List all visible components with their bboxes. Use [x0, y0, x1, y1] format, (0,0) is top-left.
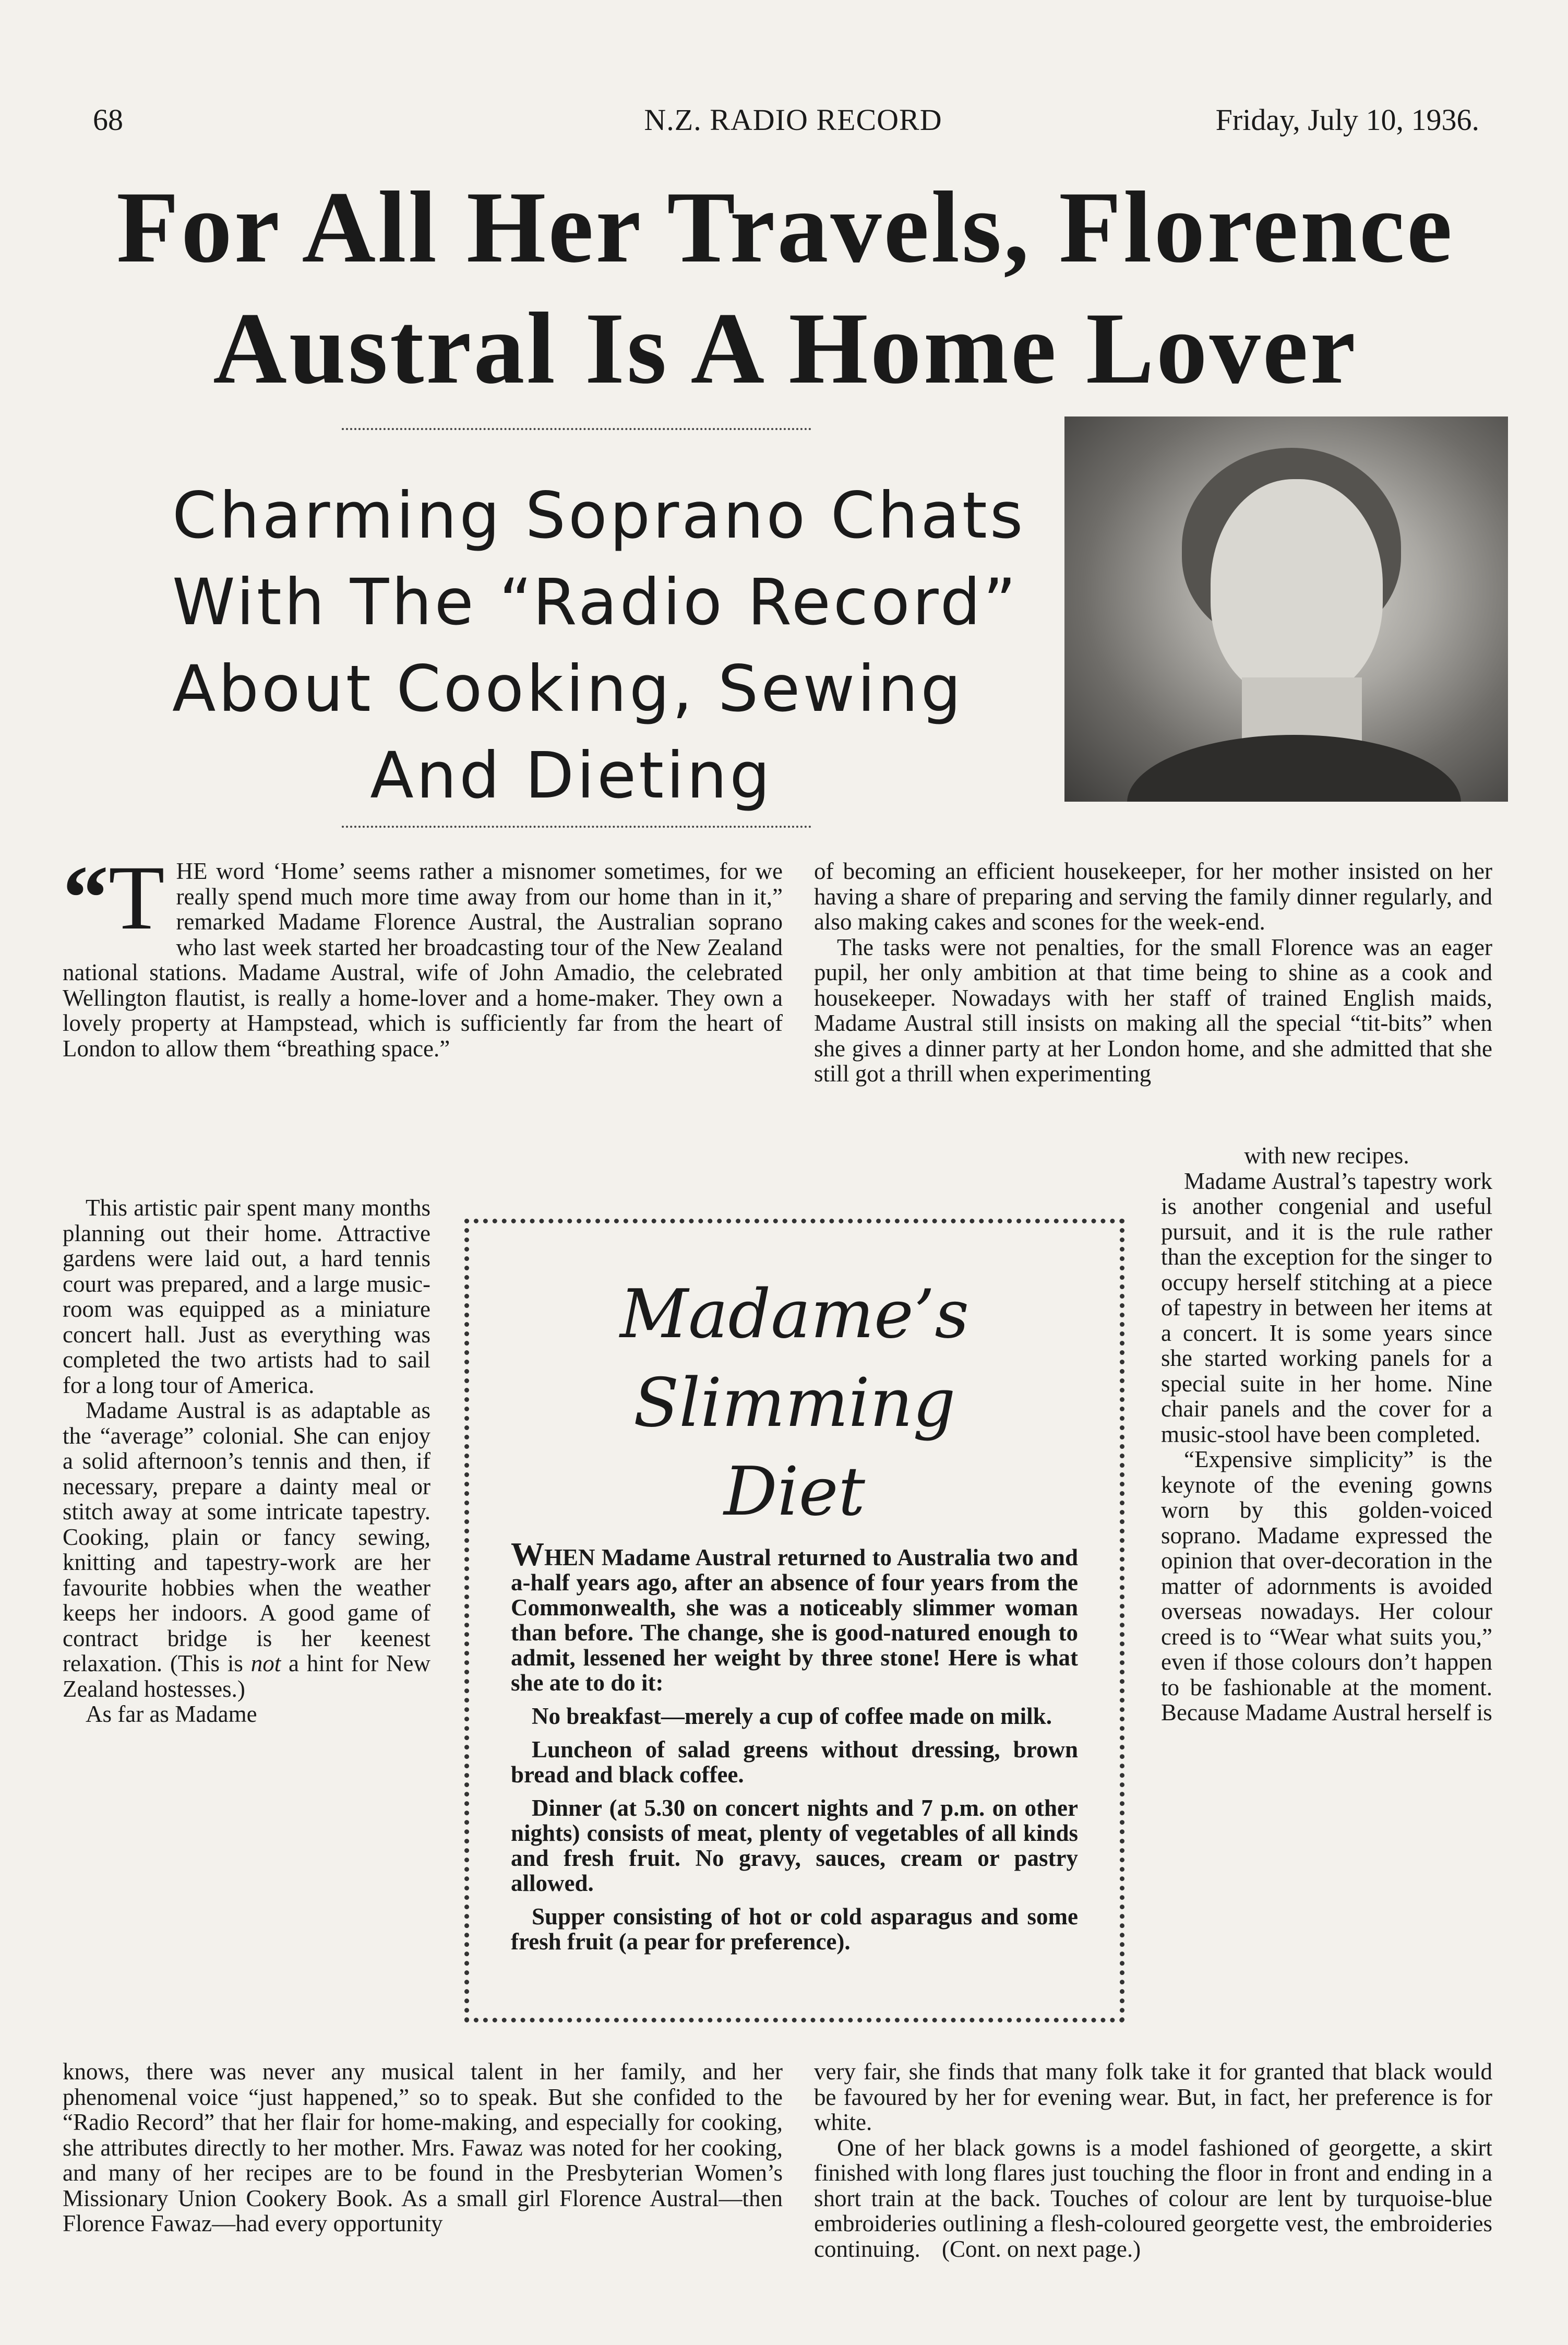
diet-intro-cap: W — [511, 1535, 544, 1573]
article-col3-cont: with new recipes. — [1244, 1142, 1409, 1169]
issue-date: Friday, July 10, 1936. — [1215, 103, 1479, 137]
diet-supper: Supper consisting of hot or cold asparagus and some fresh fruit (a pear for preference). — [511, 1903, 1078, 1955]
headline-line-1: For All Her Travels, Florence — [116, 171, 1454, 284]
diet-dinner: Dinner (at 5.30 on concert nights and 7 p.m. on other nights) consists of meat, plenty of vegetables of all kinds and fresh fruit. No gravy, sauces, cream or pastry allowed. — [511, 1795, 1078, 1896]
article-col-1-narrow — [63, 1195, 430, 2051]
divider-bottom — [342, 826, 811, 828]
diet-intro-text: HEN Madame Austral returned to Australia two and a-half years ago, after an absence of four years from the Commonwealth, she was a noticeably slimmer woman than before. The change, she is good-natured enough to admit, lessened her weight by three stone! Here is what she ate to do it: — [511, 1544, 1078, 1696]
diet-title-line-1: Madame’s Slimming — [619, 1276, 969, 1442]
headline — [63, 167, 1508, 409]
article-para-1-text: HE word ‘Home’ seems rather a misnomer sometimes, for we really spend much more time away from our home than in it,” remarked Madame Florence Austral, the Australian soprano who last week started her broadcasting tour of the New Zealand national stations. Madame Austral, wife of John Amadio, the celebrated Wellington flautist, is really a home-lover and a home-maker. They own a lovely property at Hampstead, which is sufficiently far from the heart of London to allow them “breathing space.” — [63, 858, 783, 1062]
article-col4-para-2 — [814, 2135, 1492, 2262]
article-col-1-bottom — [63, 2059, 783, 2236]
drop-cap-quote: “ — [63, 847, 109, 949]
divider-top — [342, 428, 811, 430]
diet-breakfast: No breakfast—merely a cup of coffee made on milk. — [532, 1703, 1052, 1729]
article-para-2: This artistic pair spent many months planning out their home. Attractive gardens were laid out, a hard tennis court was prepared, and a large music-room was equipped as a miniature concert hall. Just as everything was completed the two artists had to sail for a long tour of America. — [63, 1195, 430, 1398]
subheadline-line-3: About Cooking, Sewing — [172, 652, 964, 726]
article-col-2-bottom — [814, 2059, 1492, 2261]
article-col-2-top — [814, 859, 1492, 1087]
article-para-3 — [63, 1398, 430, 1701]
subheadline-line-2: With The “Radio Record” — [172, 565, 1019, 639]
diet-intro — [511, 1535, 1078, 1696]
diet-box-body — [511, 1535, 1078, 1955]
article-para-4-cont: knows, there was never any musical talent in her family, and her phenomenal voice “just happened,” so to speak. But she confided to the “Radio Record” that her flair for home-making, and especially for cooking, she attributes directly to her mother. Mrs. Fawaz was noted for her cooking, and many of her recipes are to be found in the Presbyterian Women’s Missionary Union Cookery Book. As a small girl Florence Austral—then Florence Fawaz—had every opportunity — [63, 2058, 783, 2236]
drop-cap-letter: T — [109, 847, 165, 949]
photo-dress — [1127, 735, 1461, 802]
article-col3-para-2: “Expensive simplicity” is the keynote of the evening gowns worn by this golden-voiced soprano. Madame expressed the opinion that over-decoration in the matter of adornments is avoided overseas nowadays. Her colour creed is to “Wear what suits you,” even if those colours don’t happen to be fashionable at the moment. Because Madame Austral herself is — [1161, 1446, 1492, 1725]
photo-face — [1211, 479, 1383, 698]
article-col2-para-2: The tasks were not penalties, for the small Florence was an eager pupil, her only ambition at that time being to shine as a cook and housekeeper. Nowadays with her staff of trained English maids, Madame Austral still insists on making all the special “tit-bits” when she gives a dinner party at her London home, and she admitted that she still got a thrill when experimenting — [814, 934, 1492, 1087]
publication-name: N.Z. RADIO RECORD — [644, 103, 942, 137]
subheadline-line-1: Charming Soprano Chats — [172, 479, 1026, 553]
article-col2-para-1: of becoming an efficient housekeeper, for her mother insisted on her having a share of preparing and serving the family dinner regularly, and also making cakes and scones for the week-end. — [814, 858, 1492, 935]
article-para-1 — [63, 847, 783, 1062]
portrait-photo — [1064, 416, 1508, 802]
page-number: 68 — [93, 103, 123, 137]
diet-box-title — [511, 1270, 1078, 1537]
article-col4-para-2-text: One of her black gowns is a model fashioned of georgette, a skirt finished with long flares just touching the floor in front and ending in a short train at the back. Touches of colour are lent by turquoise-blue embroideries outlining a flesh-coloured georgette vest, the embroideries continuing. — [814, 2134, 1492, 2262]
subheadline — [172, 472, 1026, 819]
article-col-2-narrow — [1161, 1143, 1492, 2056]
article-para-3-end: a hint for New Zealand hostesses.) — [63, 1650, 431, 1702]
article-col-1-top — [63, 847, 783, 1062]
slimming-diet-box — [464, 1219, 1124, 2022]
article-col4-para-1: very fair, she finds that many folk take it for granted that black would be favoured by her for evening wear. But, in fact, her preference is for white. — [814, 2058, 1492, 2135]
continued-note: (Cont. on next page.) — [941, 2235, 1141, 2262]
drop-cap — [63, 847, 165, 949]
subheadline-line-4: And Dieting — [370, 739, 773, 813]
article-col3-para-1: Madame Austral’s tapestry work is another congenial and useful pursuit, and it is the rule rather than the exception for the singer to occupy herself stitching at a piece of tapestry in between her items at a concert. It is some years since she started working panels for a special suite in her home. Nine chair panels and the cover for a music-stool have been completed. — [1161, 1168, 1492, 1447]
article-para-3-start: Madame Austral is as adaptable as the “average” colonial. She can enjoy a solid afternoon’s tennis and then, if necessary, prepare a dainty meal or stitch away at some intricate tapestry. Cooking, plain or fancy sewing, knitting and tapestry-work are her favourite hobbies when the weather keeps her indoors. A good game of contract bridge is her keenest relaxation. (This is — [63, 1397, 430, 1676]
article-para-4-start: As far as Madame — [86, 1701, 257, 1727]
article-para-3-emphasis: not — [250, 1650, 281, 1676]
diet-title-line-2: Diet — [724, 1453, 865, 1531]
diet-luncheon: Luncheon of salad greens without dressing, brown bread and black coffee. — [511, 1736, 1078, 1788]
headline-line-2: Austral Is A Home Lover — [213, 292, 1358, 405]
